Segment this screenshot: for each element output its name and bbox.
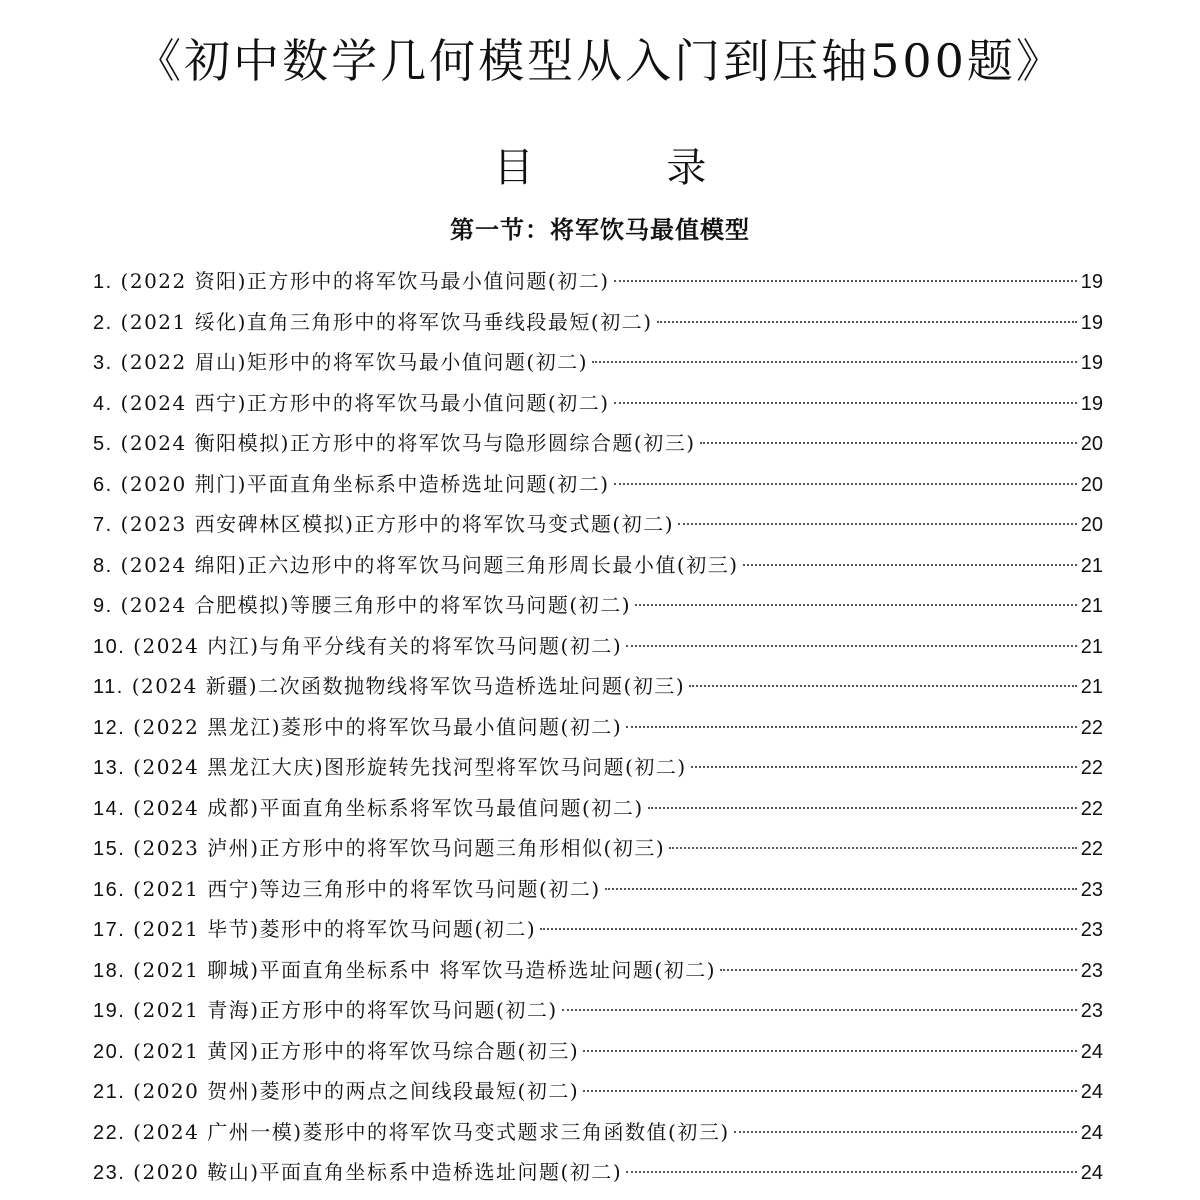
entry-source: (2021 毕节) xyxy=(133,917,260,941)
entry-title: 菱形中的两点之间线段最短(初二) xyxy=(259,1079,580,1103)
entry-text xyxy=(93,788,644,829)
toc-entry-21[interactable] xyxy=(93,1071,1103,1112)
toc-entry-14[interactable] xyxy=(93,788,1103,829)
toc-entry-16[interactable] xyxy=(93,869,1103,910)
entry-page-number: 21 xyxy=(1080,595,1103,617)
toc-list xyxy=(93,261,1103,1193)
entry-text xyxy=(93,869,601,910)
entry-source: (2024 新疆) xyxy=(131,674,259,698)
entry-number: 8. xyxy=(93,554,113,577)
entry-title: 等边三角形中的将军饮马问题(初二) xyxy=(259,876,601,901)
dot-leader xyxy=(614,280,1077,282)
entry-number: 5. xyxy=(93,433,113,455)
toc-entry-10[interactable] xyxy=(93,626,1103,667)
entry-page-number: 19 xyxy=(1080,392,1103,415)
entry-page-number: 22 xyxy=(1080,797,1103,820)
toc-entry-11[interactable] xyxy=(93,666,1103,707)
toc-entry-15[interactable] xyxy=(93,828,1103,869)
book-title: 《初中数学几何模型从入门到压轴500题》 xyxy=(135,33,1065,88)
entry-number: 21. xyxy=(93,1081,126,1103)
entry-source: (2024 成都) xyxy=(133,795,260,820)
entry-title: 正方形中的将军饮马最小值问题(初二) xyxy=(246,269,610,293)
entry-source: (2024 内江) xyxy=(133,633,260,658)
toc-entry-7[interactable] xyxy=(93,504,1103,545)
dot-leader xyxy=(657,321,1077,323)
dot-leader xyxy=(700,442,1077,444)
entry-text xyxy=(93,707,622,748)
dot-leader xyxy=(669,847,1077,849)
entry-page-number: 20 xyxy=(1080,514,1103,536)
entry-number: 15. xyxy=(93,838,126,860)
entry-source: (2020 荆门) xyxy=(120,471,247,496)
entry-page-number: 23 xyxy=(1080,959,1103,982)
entry-title: 菱形中的将军饮马问题(初二) xyxy=(259,917,537,941)
entry-text xyxy=(93,990,558,1031)
entry-source: (2020 鞍山) xyxy=(133,1160,260,1184)
entry-text xyxy=(93,261,610,302)
entry-title: 正方形中的将军饮马问题三角形相似(初三) xyxy=(259,836,666,860)
entry-source: (2024 黑龙江大庆) xyxy=(133,755,325,779)
entry-title: 矩形中的将军饮马最小值问题(初二) xyxy=(246,350,589,374)
entry-number: 9. xyxy=(93,595,113,617)
entry-text xyxy=(93,342,588,383)
dot-leader xyxy=(583,1050,1077,1052)
toc-entry-19[interactable] xyxy=(93,990,1103,1031)
entry-page-number: 24 xyxy=(1080,1081,1103,1103)
dot-leader xyxy=(734,1131,1077,1133)
toc-entry-13[interactable] xyxy=(93,747,1103,788)
entry-title: 正方形中的将军饮马最小值问题(初二) xyxy=(246,390,610,415)
entry-page-number: 20 xyxy=(1080,473,1103,496)
entry-number: 12. xyxy=(93,716,126,739)
entry-page-number: 21 xyxy=(1080,635,1103,658)
entry-text xyxy=(93,828,665,869)
entry-number: 23. xyxy=(93,1162,126,1184)
toc-entry-12[interactable] xyxy=(93,707,1103,748)
entry-page-number: 23 xyxy=(1080,919,1103,941)
entry-text xyxy=(93,383,610,424)
entry-title: 菱形中的将军饮马最小值问题(初二) xyxy=(281,714,623,739)
entry-text xyxy=(93,1152,622,1193)
toc-entry-18[interactable] xyxy=(93,950,1103,991)
entry-page-number: 24 xyxy=(1080,1040,1103,1063)
entry-source: (2024 广州一模) xyxy=(133,1119,303,1144)
entry-number: 1. xyxy=(93,271,113,293)
entry-title: 菱形中的将军饮马变式题求三角函数值(初三) xyxy=(302,1119,730,1144)
entry-number: 6. xyxy=(93,473,113,496)
entry-source: (2021 绥化) xyxy=(120,309,247,334)
entry-number: 10. xyxy=(93,635,126,658)
entry-number: 7. xyxy=(93,514,113,536)
entry-source: (2024 衡阳模拟) xyxy=(120,431,290,455)
toc-entry-17[interactable] xyxy=(93,909,1103,950)
entry-page-number: 23 xyxy=(1080,878,1103,901)
section-heading: 第一节：将军饮马最值模型 xyxy=(450,215,750,244)
entry-source: (2023 西安碑林区模拟) xyxy=(120,512,355,536)
entry-source: (2020 贺州) xyxy=(133,1079,260,1103)
entry-text xyxy=(93,1071,579,1112)
toc-entry-3[interactable] xyxy=(93,342,1103,383)
dot-leader xyxy=(614,483,1077,485)
toc-entry-5[interactable] xyxy=(93,423,1103,464)
entry-source: (2023 泸州) xyxy=(133,836,260,860)
entry-number: 17. xyxy=(93,919,126,941)
entry-title: 正方形中的将军饮马与隐形圆综合题(初三) xyxy=(289,431,696,455)
entry-title: 平面直角坐标系中 将军饮马造桥选址问题(初二) xyxy=(259,957,717,982)
entry-text xyxy=(93,626,622,667)
entry-title: 图形旋转先找河型将军饮马问题(初二) xyxy=(324,755,687,779)
entry-number: 14. xyxy=(93,797,126,820)
entry-source: (2022 黑龙江) xyxy=(133,714,282,739)
entry-text xyxy=(93,504,674,545)
entry-title: 正六边形中的将军饮马问题三角形周长最小值(初三) xyxy=(246,552,739,577)
dot-leader xyxy=(678,523,1077,525)
entry-number: 13. xyxy=(93,757,126,779)
entry-title: 正方形中的将军饮马综合题(初三) xyxy=(259,1038,580,1063)
toc-entry-6[interactable] xyxy=(93,464,1103,505)
dot-leader xyxy=(540,928,1077,930)
toc-entry-23[interactable] xyxy=(93,1152,1103,1193)
entry-page-number: 20 xyxy=(1080,433,1103,455)
entry-text xyxy=(93,1112,730,1153)
entry-source: (2024 绵阳) xyxy=(120,552,247,577)
toc-entry-1[interactable] xyxy=(93,261,1103,302)
dot-leader xyxy=(626,726,1077,728)
entry-page-number: 21 xyxy=(1080,554,1103,577)
entry-number: 22. xyxy=(93,1121,126,1144)
entry-page-number: 19 xyxy=(1080,311,1103,334)
entry-source: (2024 合肥模拟) xyxy=(120,593,290,617)
toc-entry-2[interactable] xyxy=(93,302,1103,343)
dot-leader xyxy=(562,1009,1077,1011)
dot-leader xyxy=(583,1090,1077,1092)
dot-leader xyxy=(720,969,1077,971)
entry-source: (2021 西宁) xyxy=(133,876,260,901)
toc-entry-22[interactable] xyxy=(93,1112,1103,1153)
entry-text xyxy=(93,302,653,343)
entry-title: 平面直角坐标系中造桥选址问题(初二) xyxy=(259,1160,623,1184)
entry-text xyxy=(93,666,685,707)
entry-title: 二次函数抛物线将军饮马造桥选址问题(初三) xyxy=(258,674,686,698)
dot-leader xyxy=(648,807,1077,809)
dot-leader xyxy=(605,888,1077,890)
entry-title: 等腰三角形中的将军饮马问题(初二) xyxy=(289,593,632,617)
dot-leader xyxy=(691,766,1077,768)
entry-text xyxy=(93,747,687,788)
dot-leader xyxy=(614,402,1077,404)
entry-title: 平面直角坐标系中造桥选址问题(初二) xyxy=(246,471,610,496)
entry-page-number: 22 xyxy=(1080,716,1103,739)
entry-text xyxy=(93,909,536,950)
entry-number: 19. xyxy=(93,1000,126,1022)
entry-text xyxy=(93,1031,579,1072)
toc-entry-8[interactable] xyxy=(93,545,1103,586)
entry-source: (2021 青海) xyxy=(133,998,260,1022)
entry-page-number: 19 xyxy=(1080,271,1103,293)
entry-number: 20. xyxy=(93,1040,126,1063)
entry-source: (2021 黄冈) xyxy=(133,1038,260,1063)
entry-title: 直角三角形中的将军饮马垂线段最短(初二) xyxy=(246,309,653,334)
entry-page-number: 21 xyxy=(1080,676,1103,698)
entry-text xyxy=(93,423,696,464)
entry-title: 正方形中的将军饮马变式题(初二) xyxy=(354,512,675,536)
entry-number: 2. xyxy=(93,311,113,334)
entry-number: 18. xyxy=(93,959,126,982)
entry-source: (2022 资阳) xyxy=(120,269,247,293)
dot-leader xyxy=(635,604,1077,606)
entry-number: 4. xyxy=(93,392,113,415)
entry-title: 正方形中的将军饮马问题(初二) xyxy=(259,998,558,1022)
entry-source: (2024 西宁) xyxy=(120,390,247,415)
dot-leader xyxy=(592,361,1077,363)
toc-entry-20[interactable] xyxy=(93,1031,1103,1072)
entry-page-number: 23 xyxy=(1080,1000,1103,1022)
entry-text xyxy=(93,585,631,626)
dot-leader xyxy=(626,1171,1077,1173)
entry-page-number: 19 xyxy=(1080,352,1103,374)
toc-entry-4[interactable] xyxy=(93,383,1103,424)
toc-heading: 目 录 xyxy=(493,145,767,191)
entry-text xyxy=(93,545,739,586)
dot-leader xyxy=(626,645,1077,647)
entry-source: (2021 聊城) xyxy=(133,957,260,982)
entry-source: (2022 眉山) xyxy=(120,350,247,374)
entry-page-number: 22 xyxy=(1080,757,1103,779)
dot-leader xyxy=(689,685,1077,687)
entry-number: 3. xyxy=(93,352,113,374)
toc-entry-9[interactable] xyxy=(93,585,1103,626)
entry-title: 平面直角坐标系将军饮马最值问题(初二) xyxy=(259,795,644,820)
entry-number: 16. xyxy=(93,878,126,901)
dot-leader xyxy=(743,564,1077,566)
entry-title: 与角平分线有关的将军饮马问题(初二) xyxy=(259,633,623,658)
entry-page-number: 24 xyxy=(1080,1121,1103,1144)
entry-page-number: 22 xyxy=(1080,838,1103,860)
entry-text xyxy=(93,950,716,991)
entry-page-number: 24 xyxy=(1080,1162,1103,1184)
entry-number: 11. xyxy=(93,676,124,698)
entry-text xyxy=(93,464,610,505)
